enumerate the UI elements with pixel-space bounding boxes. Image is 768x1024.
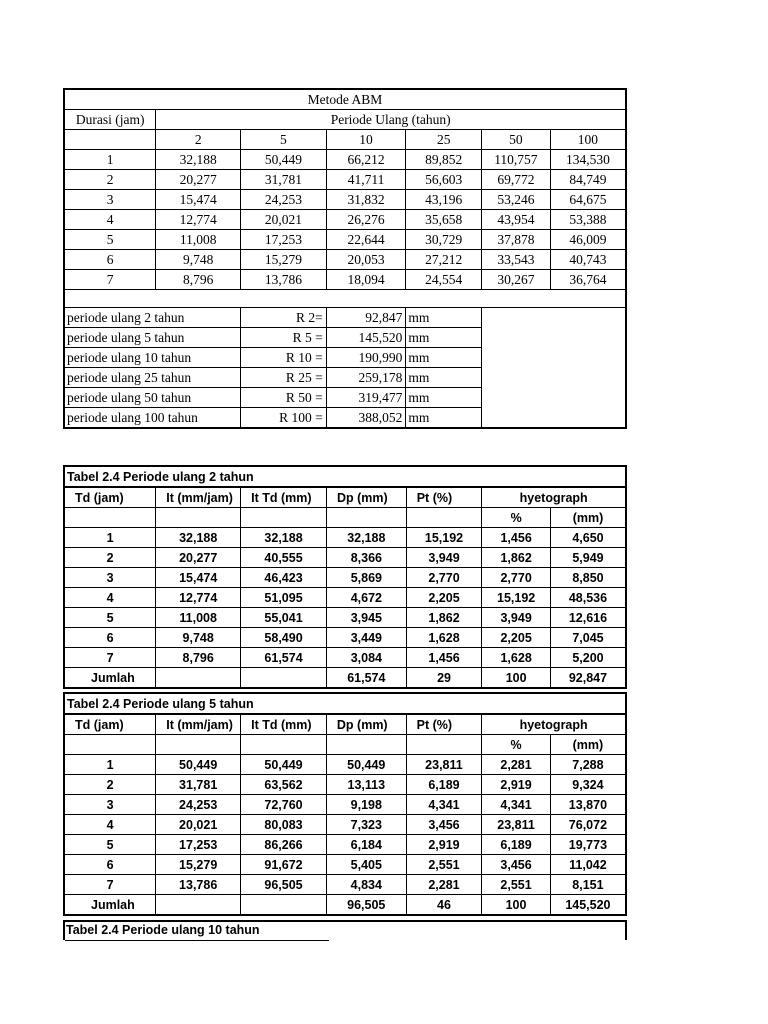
- intensity-cell: 36,764: [550, 270, 626, 290]
- table-cell: 12,774: [156, 588, 241, 608]
- table-cell: 2,281: [406, 875, 482, 895]
- intensity-cell: 27,212: [406, 250, 482, 270]
- table-periode-2: [63, 465, 627, 689]
- abm-row: [64, 230, 626, 250]
- table-cell: 1: [64, 755, 156, 775]
- intensity-cell: 41,711: [326, 170, 406, 190]
- abm-row: [64, 190, 626, 210]
- abm-row: [64, 170, 626, 190]
- total-cell: 29: [406, 668, 482, 689]
- table-row: [64, 628, 626, 648]
- table-cell: 6,184: [326, 835, 406, 855]
- intensity-cell: 31,781: [241, 170, 327, 190]
- abm-title: Metode ABM: [64, 89, 626, 110]
- intensity-cell: 64,675: [550, 190, 626, 210]
- intensity-cell: 8,796: [156, 270, 241, 290]
- table-cell: 2: [64, 548, 156, 568]
- total-cell: 61,574: [326, 668, 406, 689]
- table-caption: Tabel 2.4 Periode ulang 5 tahun: [64, 693, 626, 714]
- total-cell: 145,520: [550, 895, 626, 916]
- table-cell: 24,253: [156, 795, 241, 815]
- intensity-cell: 22,644: [326, 230, 406, 250]
- intensity-cell: 18,094: [326, 270, 406, 290]
- durasi-cell: 3: [64, 190, 156, 210]
- col-pct: %: [482, 735, 551, 755]
- table-cell: 96,505: [241, 875, 327, 895]
- table-cell: 2,551: [482, 875, 551, 895]
- table-cell: 55,041: [241, 608, 327, 628]
- table-cell: 17,253: [156, 835, 241, 855]
- intensity-cell: 46,009: [550, 230, 626, 250]
- table-row: [64, 815, 626, 835]
- intensity-cell: 40,743: [550, 250, 626, 270]
- table-periode-10: [63, 920, 627, 940]
- table-cell: 4: [64, 588, 156, 608]
- table-cell: 3,456: [482, 855, 551, 875]
- summary-unit: mm: [406, 348, 482, 368]
- summary-value: 259,178: [326, 368, 406, 388]
- summary-unit: mm: [406, 308, 482, 328]
- table-cell: 15,474: [156, 568, 241, 588]
- table-row: [64, 588, 626, 608]
- jumlah-label: Jumlah: [64, 895, 156, 916]
- jumlah-label: Jumlah: [64, 668, 156, 689]
- col-dp: Dp (mm): [326, 487, 406, 508]
- table-cell: 1,862: [406, 608, 482, 628]
- summary-label: periode ulang 50 tahun: [64, 388, 241, 408]
- col-hyetograph: hyetograph: [482, 487, 626, 508]
- table-cell: 7: [64, 648, 156, 668]
- table-cell: 2,205: [482, 628, 551, 648]
- table-cell: 1,456: [482, 528, 551, 548]
- summary-symbol: R 100 =: [241, 408, 327, 429]
- intensity-cell: 13,786: [241, 270, 327, 290]
- col-pt: Pt (%): [406, 487, 482, 508]
- intensity-cell: 43,196: [406, 190, 482, 210]
- table-cell: 3,449: [326, 628, 406, 648]
- table-cell: 20,021: [156, 815, 241, 835]
- intensity-cell: 134,530: [550, 150, 626, 170]
- table-cell: 11,042: [550, 855, 626, 875]
- period-header: 100: [550, 130, 626, 150]
- summary-value: 388,052: [326, 408, 406, 429]
- intensity-cell: 35,658: [406, 210, 482, 230]
- total-cell: 100: [482, 895, 551, 916]
- col-td: Td (jam): [64, 714, 156, 735]
- table-periode-5: [63, 692, 627, 916]
- total-cell: 46: [406, 895, 482, 916]
- table-cell: 7,288: [550, 755, 626, 775]
- table-row: [64, 775, 626, 795]
- table-row: [64, 755, 626, 775]
- table-cell: 5: [64, 835, 156, 855]
- table-cell: 7: [64, 875, 156, 895]
- summary-symbol: R 5 =: [241, 328, 327, 348]
- summary-symbol: R 10 =: [241, 348, 327, 368]
- intensity-cell: 15,279: [241, 250, 327, 270]
- summary-label: periode ulang 5 tahun: [64, 328, 241, 348]
- table-cell: 32,188: [241, 528, 327, 548]
- intensity-cell: 30,267: [482, 270, 551, 290]
- durasi-cell: 1: [64, 150, 156, 170]
- summary-unit: mm: [406, 388, 482, 408]
- table-row: [64, 568, 626, 588]
- table-cell: 15,192: [406, 528, 482, 548]
- table-cell: 7,323: [326, 815, 406, 835]
- intensity-cell: 12,774: [156, 210, 241, 230]
- table-row: [64, 608, 626, 628]
- table-cell: 4,650: [550, 528, 626, 548]
- col-td: Td (jam): [64, 487, 156, 508]
- caption-underline: [65, 940, 329, 941]
- period-header: 2: [156, 130, 241, 150]
- intensity-cell: 26,276: [326, 210, 406, 230]
- intensity-cell: 50,449: [241, 150, 327, 170]
- table-cell: 63,562: [241, 775, 327, 795]
- summary-value: 92,847: [326, 308, 406, 328]
- table-cell: 6,189: [406, 775, 482, 795]
- table-cell: 80,083: [241, 815, 327, 835]
- table-row: [64, 875, 626, 895]
- table-cell: 2,919: [406, 835, 482, 855]
- total-cell: 92,847: [550, 668, 626, 689]
- table-cell: 5,949: [550, 548, 626, 568]
- table-cell: 50,449: [156, 755, 241, 775]
- durasi-cell: 5: [64, 230, 156, 250]
- table-cell: 1,628: [406, 628, 482, 648]
- abm-row: [64, 150, 626, 170]
- table-cell: 15,192: [482, 588, 551, 608]
- summary-value: 190,990: [326, 348, 406, 368]
- table-cell: 3,456: [406, 815, 482, 835]
- intensity-cell: 66,212: [326, 150, 406, 170]
- intensity-cell: 11,008: [156, 230, 241, 250]
- intensity-cell: 33,543: [482, 250, 551, 270]
- table-cell: 4,341: [482, 795, 551, 815]
- summary-label: periode ulang 25 tahun: [64, 368, 241, 388]
- table-cell: 9,748: [156, 628, 241, 648]
- table-cell: 6: [64, 628, 156, 648]
- table-cell: 7,045: [550, 628, 626, 648]
- summary-unit: mm: [406, 408, 482, 429]
- abm-row: [64, 250, 626, 270]
- intensity-cell: 24,253: [241, 190, 327, 210]
- table-cell: 6: [64, 855, 156, 875]
- summary-unit: mm: [406, 368, 482, 388]
- table-cell: 2: [64, 775, 156, 795]
- durasi-cell: 6: [64, 250, 156, 270]
- table-cell: 72,760: [241, 795, 327, 815]
- period-header: 25: [406, 130, 482, 150]
- table-cell: 1,862: [482, 548, 551, 568]
- summary-value: 145,520: [326, 328, 406, 348]
- intensity-cell: 24,554: [406, 270, 482, 290]
- intensity-cell: 89,852: [406, 150, 482, 170]
- summary-symbol: R 2=: [241, 308, 327, 328]
- table-cell: 8,796: [156, 648, 241, 668]
- intensity-cell: 17,253: [241, 230, 327, 250]
- col-dp: Dp (mm): [326, 714, 406, 735]
- table-cell: 13,113: [326, 775, 406, 795]
- intensity-cell: 69,772: [482, 170, 551, 190]
- total-cell: 96,505: [326, 895, 406, 916]
- summary-unit: mm: [406, 328, 482, 348]
- table-cell: 6,189: [482, 835, 551, 855]
- summary-value: 319,477: [326, 388, 406, 408]
- table-cell: 11,008: [156, 608, 241, 628]
- table-cell: 3,949: [406, 548, 482, 568]
- periode-header: Periode Ulang (tahun): [156, 110, 626, 130]
- table-cell: 1: [64, 528, 156, 548]
- table-caption: Tabel 2.4 Periode ulang 2 tahun: [64, 466, 626, 487]
- total-cell: 100: [482, 668, 551, 689]
- intensity-cell: 31,832: [326, 190, 406, 210]
- summary-label: periode ulang 100 tahun: [64, 408, 241, 429]
- intensity-cell: 20,021: [241, 210, 327, 230]
- table-cell: 3,949: [482, 608, 551, 628]
- table-cell: 12,616: [550, 608, 626, 628]
- col-mm: (mm): [550, 735, 626, 755]
- table-cell: 5,869: [326, 568, 406, 588]
- intensity-cell: 30,729: [406, 230, 482, 250]
- col-ittd: It Td (mm): [241, 714, 327, 735]
- table-cell: 1,628: [482, 648, 551, 668]
- table-cell: 76,072: [550, 815, 626, 835]
- table-cell: 23,811: [406, 755, 482, 775]
- summary-row: [64, 308, 626, 328]
- intensity-cell: 32,188: [156, 150, 241, 170]
- summary-symbol: R 50 =: [241, 388, 327, 408]
- table-cell: 5,200: [550, 648, 626, 668]
- durasi-cell: 7: [64, 270, 156, 290]
- intensity-cell: 20,053: [326, 250, 406, 270]
- table-row: [64, 528, 626, 548]
- abm-row: [64, 210, 626, 230]
- summary-label: periode ulang 10 tahun: [64, 348, 241, 368]
- table-cell: 58,490: [241, 628, 327, 648]
- col-mm: (mm): [550, 508, 626, 528]
- table-cell: 2,551: [406, 855, 482, 875]
- table-cell: 13,786: [156, 875, 241, 895]
- intensity-cell: 15,474: [156, 190, 241, 210]
- table-cell: 2,281: [482, 755, 551, 775]
- durasi-cell: 2: [64, 170, 156, 190]
- table-cell: 91,672: [241, 855, 327, 875]
- intensity-cell: 37,878: [482, 230, 551, 250]
- table-cell: 5: [64, 608, 156, 628]
- col-ittd: It Td (mm): [241, 487, 327, 508]
- table-caption: Tabel 2.4 Periode ulang 10 tahun: [66, 923, 260, 937]
- summary-label: periode ulang 2 tahun: [64, 308, 241, 328]
- table-cell: 15,279: [156, 855, 241, 875]
- col-pct: %: [482, 508, 551, 528]
- table-cell: 5,405: [326, 855, 406, 875]
- table-cell: 4,834: [326, 875, 406, 895]
- table-cell: 4,672: [326, 588, 406, 608]
- table-cell: 4: [64, 815, 156, 835]
- intensity-cell: 84,749: [550, 170, 626, 190]
- table-cell: 4,341: [406, 795, 482, 815]
- table-cell: 32,188: [326, 528, 406, 548]
- table-cell: 32,188: [156, 528, 241, 548]
- table-cell: 86,266: [241, 835, 327, 855]
- table-cell: 2,770: [482, 568, 551, 588]
- period-header: 5: [241, 130, 327, 150]
- table-cell: 8,366: [326, 548, 406, 568]
- intensity-cell: 43,954: [482, 210, 551, 230]
- table-cell: 3: [64, 795, 156, 815]
- blank-block: [482, 308, 627, 429]
- table-cell: 13,870: [550, 795, 626, 815]
- col-pt: Pt (%): [406, 714, 482, 735]
- table-cell: 3,945: [326, 608, 406, 628]
- intensity-cell: 53,246: [482, 190, 551, 210]
- table-row: [64, 648, 626, 668]
- table-cell: 8,850: [550, 568, 626, 588]
- intensity-cell: 53,388: [550, 210, 626, 230]
- table-row: [64, 548, 626, 568]
- intensity-cell: 110,757: [482, 150, 551, 170]
- table-cell: 50,449: [241, 755, 327, 775]
- durasi-cell: 4: [64, 210, 156, 230]
- col-it: It (mm/jam): [156, 714, 241, 735]
- intensity-cell: 9,748: [156, 250, 241, 270]
- table-cell: 20,277: [156, 548, 241, 568]
- table-cell: 2,770: [406, 568, 482, 588]
- col-hyetograph: hyetograph: [482, 714, 626, 735]
- table-cell: 23,811: [482, 815, 551, 835]
- table-cell: 8,151: [550, 875, 626, 895]
- period-header: 10: [326, 130, 406, 150]
- table-cell: 46,423: [241, 568, 327, 588]
- table-row: [64, 835, 626, 855]
- table-cell: 2,919: [482, 775, 551, 795]
- table-cell: 9,198: [326, 795, 406, 815]
- table-cell: 3: [64, 568, 156, 588]
- table-cell: 50,449: [326, 755, 406, 775]
- durasi-header: Durasi (jam): [64, 110, 156, 130]
- table-cell: 2,205: [406, 588, 482, 608]
- table-cell: 3,084: [326, 648, 406, 668]
- table-cell: 61,574: [241, 648, 327, 668]
- table-cell: 40,555: [241, 548, 327, 568]
- period-header: 50: [482, 130, 551, 150]
- table-cell: 19,773: [550, 835, 626, 855]
- table-row: [64, 855, 626, 875]
- table-cell: 1,456: [406, 648, 482, 668]
- abm-row: [64, 270, 626, 290]
- intensity-cell: 56,603: [406, 170, 482, 190]
- abm-table: [63, 88, 627, 429]
- intensity-cell: 20,277: [156, 170, 241, 190]
- table-cell: 9,324: [550, 775, 626, 795]
- summary-symbol: R 25 =: [241, 368, 327, 388]
- table-cell: 31,781: [156, 775, 241, 795]
- table-cell: 48,536: [550, 588, 626, 608]
- table-cell: 51,095: [241, 588, 327, 608]
- table-row: [64, 795, 626, 815]
- col-it: It (mm/jam): [156, 487, 241, 508]
